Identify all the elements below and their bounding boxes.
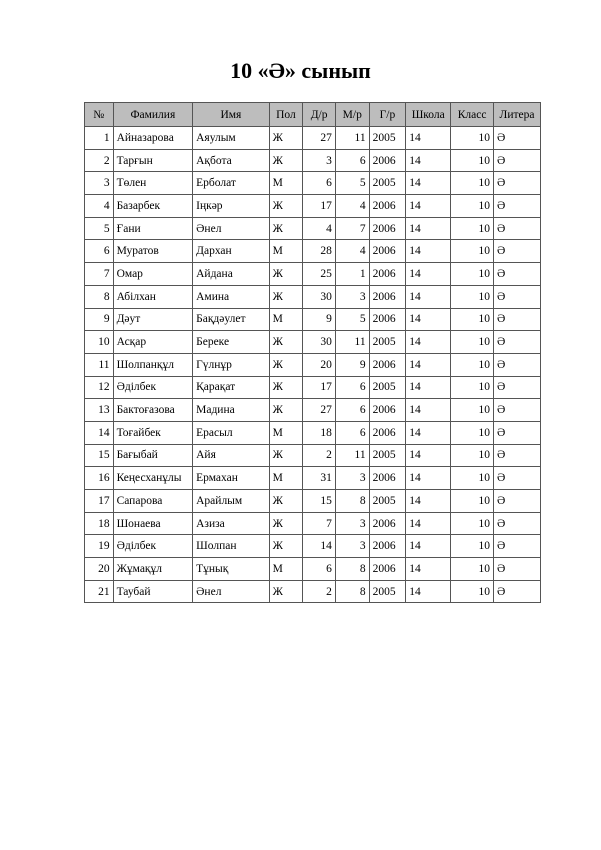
cell-name: Азиза bbox=[193, 512, 270, 535]
cell-birth-day: 2 bbox=[303, 580, 336, 603]
cell-name: Айя bbox=[193, 444, 270, 467]
table-row bbox=[85, 285, 541, 308]
cell-birth-day: 15 bbox=[303, 490, 336, 513]
cell-birth-day: 17 bbox=[303, 376, 336, 399]
column-header-number: № bbox=[85, 103, 114, 127]
cell-birth-day: 27 bbox=[303, 399, 336, 422]
cell-number: 14 bbox=[85, 421, 114, 444]
cell-gender: Ж bbox=[269, 444, 303, 467]
cell-surname: Тоғайбек bbox=[113, 421, 193, 444]
cell-surname: Жұмақұл bbox=[113, 558, 193, 581]
cell-name: Айдана bbox=[193, 263, 270, 286]
cell-school: 14 bbox=[406, 217, 451, 240]
column-header-birth-month: М/р bbox=[335, 103, 369, 127]
table-row bbox=[85, 149, 541, 172]
cell-grade: 10 bbox=[451, 172, 494, 195]
cell-letter: Ә bbox=[494, 580, 541, 603]
cell-letter: Ә bbox=[494, 263, 541, 286]
cell-letter: Ә bbox=[494, 421, 541, 444]
cell-gender: М bbox=[269, 421, 303, 444]
cell-birth-month: 3 bbox=[335, 512, 369, 535]
cell-birth-year: 2005 bbox=[369, 490, 406, 513]
cell-letter: Ә bbox=[494, 172, 541, 195]
cell-name: Тұнық bbox=[193, 558, 270, 581]
cell-birth-month: 3 bbox=[335, 535, 369, 558]
cell-number: 13 bbox=[85, 399, 114, 422]
table-row bbox=[85, 353, 541, 376]
cell-birth-day: 27 bbox=[303, 127, 336, 150]
cell-birth-month: 6 bbox=[335, 149, 369, 172]
cell-birth-day: 30 bbox=[303, 331, 336, 354]
table-row bbox=[85, 308, 541, 331]
cell-name: Мадина bbox=[193, 399, 270, 422]
cell-birth-year: 2006 bbox=[369, 195, 406, 218]
cell-number: 12 bbox=[85, 376, 114, 399]
cell-surname: Сапарова bbox=[113, 490, 193, 513]
table-row bbox=[85, 376, 541, 399]
cell-school: 14 bbox=[406, 421, 451, 444]
cell-birth-day: 14 bbox=[303, 535, 336, 558]
cell-surname: Айназарова bbox=[113, 127, 193, 150]
cell-school: 14 bbox=[406, 195, 451, 218]
student-table bbox=[84, 102, 541, 603]
cell-birth-year: 2005 bbox=[369, 172, 406, 195]
cell-name: Әнел bbox=[193, 580, 270, 603]
cell-gender: Ж bbox=[269, 195, 303, 218]
table-row bbox=[85, 240, 541, 263]
cell-surname: Таубай bbox=[113, 580, 193, 603]
table-row bbox=[85, 195, 541, 218]
cell-name: Шолпан bbox=[193, 535, 270, 558]
cell-grade: 10 bbox=[451, 127, 494, 150]
cell-letter: Ә bbox=[494, 331, 541, 354]
cell-name: Ермахан bbox=[193, 467, 270, 490]
cell-birth-month: 6 bbox=[335, 399, 369, 422]
cell-letter: Ә bbox=[494, 444, 541, 467]
table-body bbox=[85, 127, 541, 603]
column-header-birth-year: Г/р bbox=[369, 103, 406, 127]
cell-letter: Ә bbox=[494, 308, 541, 331]
cell-school: 14 bbox=[406, 467, 451, 490]
cell-number: 15 bbox=[85, 444, 114, 467]
cell-birth-month: 11 bbox=[335, 444, 369, 467]
cell-school: 14 bbox=[406, 512, 451, 535]
cell-grade: 10 bbox=[451, 399, 494, 422]
cell-letter: Ә bbox=[494, 399, 541, 422]
cell-number: 4 bbox=[85, 195, 114, 218]
cell-letter: Ә bbox=[494, 353, 541, 376]
cell-gender: Ж bbox=[269, 331, 303, 354]
cell-birth-year: 2006 bbox=[369, 535, 406, 558]
cell-birth-day: 28 bbox=[303, 240, 336, 263]
cell-surname: Кеңесханұлы bbox=[113, 467, 193, 490]
cell-birth-day: 18 bbox=[303, 421, 336, 444]
cell-school: 14 bbox=[406, 444, 451, 467]
cell-name: Аяулым bbox=[193, 127, 270, 150]
cell-number: 10 bbox=[85, 331, 114, 354]
cell-birth-month: 6 bbox=[335, 421, 369, 444]
cell-gender: Ж bbox=[269, 285, 303, 308]
cell-name: Әнел bbox=[193, 217, 270, 240]
cell-birth-year: 2006 bbox=[369, 149, 406, 172]
cell-gender: М bbox=[269, 240, 303, 263]
cell-number: 9 bbox=[85, 308, 114, 331]
cell-birth-year: 2006 bbox=[369, 263, 406, 286]
cell-birth-year: 2005 bbox=[369, 444, 406, 467]
cell-grade: 10 bbox=[451, 195, 494, 218]
cell-birth-year: 2006 bbox=[369, 285, 406, 308]
cell-letter: Ә bbox=[494, 467, 541, 490]
cell-birth-day: 17 bbox=[303, 195, 336, 218]
cell-letter: Ә bbox=[494, 376, 541, 399]
cell-number: 7 bbox=[85, 263, 114, 286]
cell-school: 14 bbox=[406, 535, 451, 558]
table-row bbox=[85, 331, 541, 354]
cell-birth-day: 6 bbox=[303, 558, 336, 581]
cell-birth-month: 8 bbox=[335, 490, 369, 513]
cell-gender: Ж bbox=[269, 580, 303, 603]
cell-birth-month: 5 bbox=[335, 308, 369, 331]
cell-surname: Базарбек bbox=[113, 195, 193, 218]
cell-surname: Бактоғазова bbox=[113, 399, 193, 422]
cell-grade: 10 bbox=[451, 490, 494, 513]
cell-birth-year: 2005 bbox=[369, 127, 406, 150]
cell-school: 14 bbox=[406, 353, 451, 376]
cell-surname: Дәут bbox=[113, 308, 193, 331]
cell-birth-year: 2006 bbox=[369, 240, 406, 263]
cell-birth-day: 20 bbox=[303, 353, 336, 376]
cell-gender: М bbox=[269, 558, 303, 581]
cell-school: 14 bbox=[406, 399, 451, 422]
cell-letter: Ә bbox=[494, 240, 541, 263]
cell-name: Іңкәр bbox=[193, 195, 270, 218]
cell-birth-year: 2006 bbox=[369, 558, 406, 581]
cell-school: 14 bbox=[406, 127, 451, 150]
cell-letter: Ә bbox=[494, 195, 541, 218]
cell-surname: Төлен bbox=[113, 172, 193, 195]
cell-grade: 10 bbox=[451, 467, 494, 490]
cell-gender: Ж bbox=[269, 217, 303, 240]
cell-birth-month: 9 bbox=[335, 353, 369, 376]
cell-birth-month: 3 bbox=[335, 285, 369, 308]
cell-surname: Абілхан bbox=[113, 285, 193, 308]
cell-number: 19 bbox=[85, 535, 114, 558]
cell-number: 16 bbox=[85, 467, 114, 490]
table-row bbox=[85, 467, 541, 490]
cell-number: 11 bbox=[85, 353, 114, 376]
table-row bbox=[85, 172, 541, 195]
cell-birth-day: 30 bbox=[303, 285, 336, 308]
table-row bbox=[85, 127, 541, 150]
cell-surname: Асқар bbox=[113, 331, 193, 354]
cell-letter: Ә bbox=[494, 512, 541, 535]
cell-number: 18 bbox=[85, 512, 114, 535]
cell-name: Дархан bbox=[193, 240, 270, 263]
table-row bbox=[85, 558, 541, 581]
cell-birth-year: 2006 bbox=[369, 512, 406, 535]
table-row bbox=[85, 217, 541, 240]
cell-name: Бақдәулет bbox=[193, 308, 270, 331]
cell-birth-year: 2005 bbox=[369, 580, 406, 603]
cell-gender: Ж bbox=[269, 353, 303, 376]
column-header-school: Школа bbox=[406, 103, 451, 127]
table-row bbox=[85, 444, 541, 467]
cell-grade: 10 bbox=[451, 376, 494, 399]
cell-name: Ерасыл bbox=[193, 421, 270, 444]
cell-surname: Ғани bbox=[113, 217, 193, 240]
cell-birth-year: 2005 bbox=[369, 376, 406, 399]
column-header-birth-day: Д/р bbox=[303, 103, 336, 127]
cell-letter: Ә bbox=[494, 217, 541, 240]
cell-letter: Ә bbox=[494, 127, 541, 150]
cell-name: Қарақат bbox=[193, 376, 270, 399]
table-row bbox=[85, 490, 541, 513]
table-row bbox=[85, 421, 541, 444]
table-header-row bbox=[85, 103, 541, 127]
cell-gender: М bbox=[269, 467, 303, 490]
cell-grade: 10 bbox=[451, 331, 494, 354]
cell-school: 14 bbox=[406, 490, 451, 513]
cell-name: Амина bbox=[193, 285, 270, 308]
cell-name: Арайлым bbox=[193, 490, 270, 513]
table-row bbox=[85, 512, 541, 535]
cell-number: 20 bbox=[85, 558, 114, 581]
cell-birth-month: 4 bbox=[335, 195, 369, 218]
page-title: 10 «Ә» сынып bbox=[230, 58, 371, 83]
cell-birth-month: 11 bbox=[335, 127, 369, 150]
cell-number: 8 bbox=[85, 285, 114, 308]
cell-gender: Ж bbox=[269, 127, 303, 150]
cell-letter: Ә bbox=[494, 535, 541, 558]
cell-grade: 10 bbox=[451, 535, 494, 558]
cell-number: 3 bbox=[85, 172, 114, 195]
cell-birth-day: 6 bbox=[303, 172, 336, 195]
cell-birth-month: 7 bbox=[335, 217, 369, 240]
cell-birth-month: 8 bbox=[335, 580, 369, 603]
cell-school: 14 bbox=[406, 149, 451, 172]
cell-grade: 10 bbox=[451, 240, 494, 263]
cell-school: 14 bbox=[406, 263, 451, 286]
cell-birth-month: 8 bbox=[335, 558, 369, 581]
cell-number: 17 bbox=[85, 490, 114, 513]
cell-birth-month: 11 bbox=[335, 331, 369, 354]
cell-name: Береке bbox=[193, 331, 270, 354]
cell-birth-year: 2006 bbox=[369, 353, 406, 376]
cell-number: 5 bbox=[85, 217, 114, 240]
cell-birth-day: 7 bbox=[303, 512, 336, 535]
cell-surname: Омар bbox=[113, 263, 193, 286]
cell-gender: М bbox=[269, 308, 303, 331]
cell-birth-day: 9 bbox=[303, 308, 336, 331]
cell-surname: Әділбек bbox=[113, 376, 193, 399]
cell-surname: Тарғын bbox=[113, 149, 193, 172]
cell-birth-day: 31 bbox=[303, 467, 336, 490]
cell-grade: 10 bbox=[451, 308, 494, 331]
cell-name: Гүлнұр bbox=[193, 353, 270, 376]
cell-number: 1 bbox=[85, 127, 114, 150]
cell-grade: 10 bbox=[451, 263, 494, 286]
cell-gender: Ж bbox=[269, 512, 303, 535]
table-row bbox=[85, 263, 541, 286]
cell-surname: Әділбек bbox=[113, 535, 193, 558]
cell-birth-day: 2 bbox=[303, 444, 336, 467]
cell-birth-year: 2006 bbox=[369, 399, 406, 422]
cell-birth-month: 3 bbox=[335, 467, 369, 490]
cell-surname: Муратов bbox=[113, 240, 193, 263]
table-row bbox=[85, 399, 541, 422]
cell-gender: Ж bbox=[269, 263, 303, 286]
table-row bbox=[85, 535, 541, 558]
column-header-gender: Пол bbox=[269, 103, 303, 127]
cell-grade: 10 bbox=[451, 353, 494, 376]
cell-surname: Бағыбай bbox=[113, 444, 193, 467]
table-row bbox=[85, 580, 541, 603]
cell-birth-day: 3 bbox=[303, 149, 336, 172]
cell-school: 14 bbox=[406, 172, 451, 195]
cell-grade: 10 bbox=[451, 512, 494, 535]
cell-birth-day: 25 bbox=[303, 263, 336, 286]
cell-birth-month: 4 bbox=[335, 240, 369, 263]
cell-letter: Ә bbox=[494, 285, 541, 308]
column-header-surname: Фамилия bbox=[113, 103, 193, 127]
cell-school: 14 bbox=[406, 558, 451, 581]
cell-birth-year: 2006 bbox=[369, 308, 406, 331]
cell-school: 14 bbox=[406, 308, 451, 331]
cell-school: 14 bbox=[406, 240, 451, 263]
cell-number: 2 bbox=[85, 149, 114, 172]
column-header-grade: Класс bbox=[451, 103, 494, 127]
cell-birth-year: 2006 bbox=[369, 467, 406, 490]
cell-grade: 10 bbox=[451, 285, 494, 308]
cell-letter: Ә bbox=[494, 558, 541, 581]
cell-gender: Ж bbox=[269, 399, 303, 422]
cell-grade: 10 bbox=[451, 558, 494, 581]
cell-number: 6 bbox=[85, 240, 114, 263]
cell-letter: Ә bbox=[494, 490, 541, 513]
cell-gender: Ж bbox=[269, 490, 303, 513]
cell-birth-year: 2006 bbox=[369, 217, 406, 240]
cell-birth-day: 4 bbox=[303, 217, 336, 240]
cell-grade: 10 bbox=[451, 421, 494, 444]
cell-birth-month: 5 bbox=[335, 172, 369, 195]
cell-gender: Ж bbox=[269, 149, 303, 172]
cell-birth-month: 6 bbox=[335, 376, 369, 399]
cell-grade: 10 bbox=[451, 444, 494, 467]
cell-school: 14 bbox=[406, 331, 451, 354]
cell-school: 14 bbox=[406, 376, 451, 399]
cell-school: 14 bbox=[406, 285, 451, 308]
cell-grade: 10 bbox=[451, 149, 494, 172]
cell-surname: Шонаева bbox=[113, 512, 193, 535]
column-header-letter: Литера bbox=[494, 103, 541, 127]
cell-grade: 10 bbox=[451, 217, 494, 240]
cell-letter: Ә bbox=[494, 149, 541, 172]
cell-gender: Ж bbox=[269, 376, 303, 399]
cell-name: Ақбота bbox=[193, 149, 270, 172]
cell-gender: М bbox=[269, 172, 303, 195]
cell-birth-year: 2006 bbox=[369, 421, 406, 444]
column-header-name: Имя bbox=[193, 103, 270, 127]
cell-birth-month: 1 bbox=[335, 263, 369, 286]
cell-school: 14 bbox=[406, 580, 451, 603]
cell-birth-year: 2005 bbox=[369, 331, 406, 354]
cell-name: Ерболат bbox=[193, 172, 270, 195]
cell-gender: Ж bbox=[269, 535, 303, 558]
cell-grade: 10 bbox=[451, 580, 494, 603]
cell-number: 21 bbox=[85, 580, 114, 603]
cell-surname: Шолпанқұл bbox=[113, 353, 193, 376]
